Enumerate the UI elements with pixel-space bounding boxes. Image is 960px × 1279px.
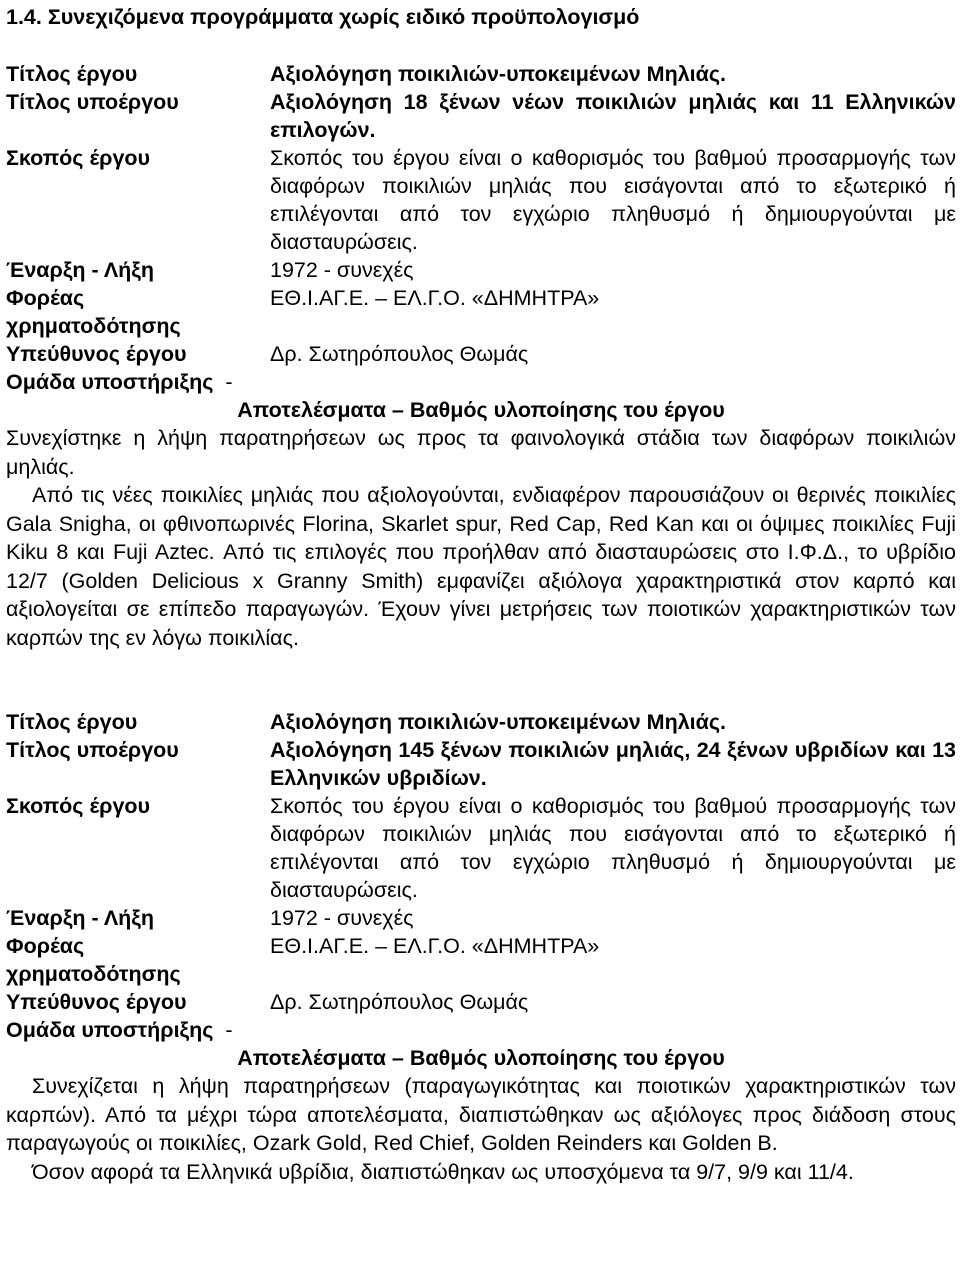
purpose-row: [6, 792, 956, 904]
responsible-value: Δρ. Σωτηρόπουλος Θωμάς: [270, 342, 529, 366]
support-team-row: [6, 368, 956, 396]
start-end-label: Έναρξη - Λήξη: [6, 258, 155, 282]
purpose-label: Σκοπός έργου: [6, 794, 151, 818]
project-2-meta-table: [6, 708, 956, 1044]
responsible-row: [6, 988, 956, 1016]
purpose-value: Σκοπός του έργου είναι ο καθορισμός του βαθμού προσαρμογής των διαφόρων ποικιλιών μηλιάς που εισάγονται από το εξωτερικό ή επιλέγονται από τον εγχώριο πληθυσμό ή δημιουργούνται με διασταυρώσεις.: [270, 794, 956, 902]
funding-label: [6, 284, 270, 340]
project-1-meta-table: [6, 60, 956, 396]
results-paragraph-2: Όσον αφορά τα Ελληνικά υβρίδια, διαπιστώθηκαν ως υποσχόμενα τα 9/7, 9/9 και 11/4.: [32, 1159, 854, 1184]
responsible-label: Υπεύθυνος έργου: [6, 990, 187, 1014]
title-label: Τίτλος έργου: [6, 62, 138, 86]
title-value: Αξιολόγηση ποικιλιών-υποκειμένων Μηλιάς.: [270, 62, 727, 86]
funding-label-line-1: Φορέας: [6, 934, 85, 958]
start-end-value: 1972 - συνεχές: [270, 906, 414, 930]
title-row: [6, 708, 956, 736]
subtitle-label: Τίτλος υποέργου: [6, 738, 179, 762]
start-end-value: 1972 - συνεχές: [270, 258, 414, 282]
funding-row: [6, 932, 956, 988]
purpose-value: Σκοπός του έργου είναι ο καθορισμός του βαθμού προσαρμογής των διαφόρων ποικιλιών μηλιάς που εισάγονται από το εξωτερικό ή επιλέγονται από τον εγχώριο πληθυσμό ή δημιουργούνται με διασταυρώσεις.: [270, 146, 956, 254]
support-team-label-text: Ομάδα υποστήριξης: [6, 370, 214, 394]
title-value: Αξιολόγηση ποικιλιών-υποκειμένων Μηλιάς.: [270, 710, 727, 734]
responsible-label: Υπεύθυνος έργου: [6, 342, 187, 366]
support-team-label: [6, 368, 270, 396]
results-paragraph-1: Συνεχίζεται η λήψη παρατηρήσεων (παραγωγικότητας και ποιοτικών χαρακτηριστικών των καρπών). Από τα μέχρι τώρα αποτελέσματα, διαπιστώθηκαν ως αξιόλογες προς διάδοση στους παραγωγούς οι ποικιλίες, Ozark Gold, Red Chief, Golden Reinders και Golden B.: [6, 1074, 956, 1155]
results-title: Αποτελέσματα – Βαθμός υλοποίησης του έργου: [237, 398, 725, 422]
results-paragraph-2: Από τις νέες ποικιλίες μηλιάς που αξιολογούνται, ενδιαφέρον παρουσιάζουν οι θερινές ποικιλίες Gala Snigha, οι φθινοπωρινές Florina, Skarlet spur, Red Cap, Red Kan και οι όψιμες ποικιλίες Fuji Kiku 8 και Fuji Aztec. Από τις επιλογές που προήλθαν από διασταυρώσεις στο Ι.Φ.Δ., το υβρίδιο 12/7 (Golden Delicious x Granny Smith) εμφανίζει αξιόλογα χαρακτηριστικά στον καρπό και αξιολογείται σε επίπεδο παραγωγών. Έχουν γίνει μετρήσεις των ποιοτικών χαρακτηριστικών των καρπών της εν λόγω ποικιλίας.: [6, 483, 956, 650]
start-end-label: Έναρξη - Λήξη: [6, 906, 155, 930]
funding-label-line-1: Φορέας: [6, 286, 85, 310]
funding-row: [6, 284, 956, 340]
start-end-row: [6, 256, 956, 284]
funding-label-line-2: χρηματοδότησης: [6, 314, 181, 338]
funding-label: [6, 932, 270, 988]
subtitle-row: [6, 736, 956, 792]
responsible-row: [6, 340, 956, 368]
subtitle-value: Αξιολόγηση 18 ξένων νέων ποικιλιών μηλιάς και 11 Ελληνικών επιλογών.: [270, 90, 956, 142]
title-row: [6, 60, 956, 88]
document-page: [6, 0, 956, 1186]
funding-value: ΕΘ.Ι.ΑΓ.Ε. – ΕΛ.Γ.Ο. «ΔΗΜΗΤΡΑ»: [270, 934, 600, 958]
purpose-label: Σκοπός έργου: [6, 146, 151, 170]
start-end-row: [6, 904, 956, 932]
support-team-row: [6, 1016, 956, 1044]
support-team-value: -: [225, 370, 233, 394]
subtitle-value: Αξιολόγηση 145 ξένων ποικιλιών μηλιάς, 24 ξένων υβριδίων και 13 Ελληνικών υβριδίων.: [270, 738, 956, 790]
responsible-value: Δρ. Σωτηρόπουλος Θωμάς: [270, 990, 529, 1014]
support-team-label-text: Ομάδα υποστήριξης: [6, 1018, 214, 1042]
support-team-label: [6, 1016, 270, 1044]
support-team-value: -: [225, 1018, 233, 1042]
funding-label-line-2: χρηματοδότησης: [6, 962, 181, 986]
results-paragraph-1: Συνεχίστηκε η λήψη παρατηρήσεων ως προς τα φαινολογικά στάδια των διαφόρων ποικιλιών μηλιάς.: [6, 426, 956, 479]
results-title: Αποτελέσματα – Βαθμός υλοποίησης του έργου: [237, 1046, 725, 1070]
project-2: [6, 708, 956, 1186]
subtitle-label: Τίτλος υποέργου: [6, 90, 179, 114]
funding-value: ΕΘ.Ι.ΑΓ.Ε. – ΕΛ.Γ.Ο. «ΔΗΜΗΤΡΑ»: [270, 286, 600, 310]
title-label: Τίτλος έργου: [6, 710, 138, 734]
purpose-row: [6, 144, 956, 256]
section-heading: 1.4. Συνεχιζόμενα προγράμματα χωρίς ειδικό προϋπολογισμό: [6, 5, 640, 29]
project-1: [6, 60, 956, 652]
subtitle-row: [6, 88, 956, 144]
